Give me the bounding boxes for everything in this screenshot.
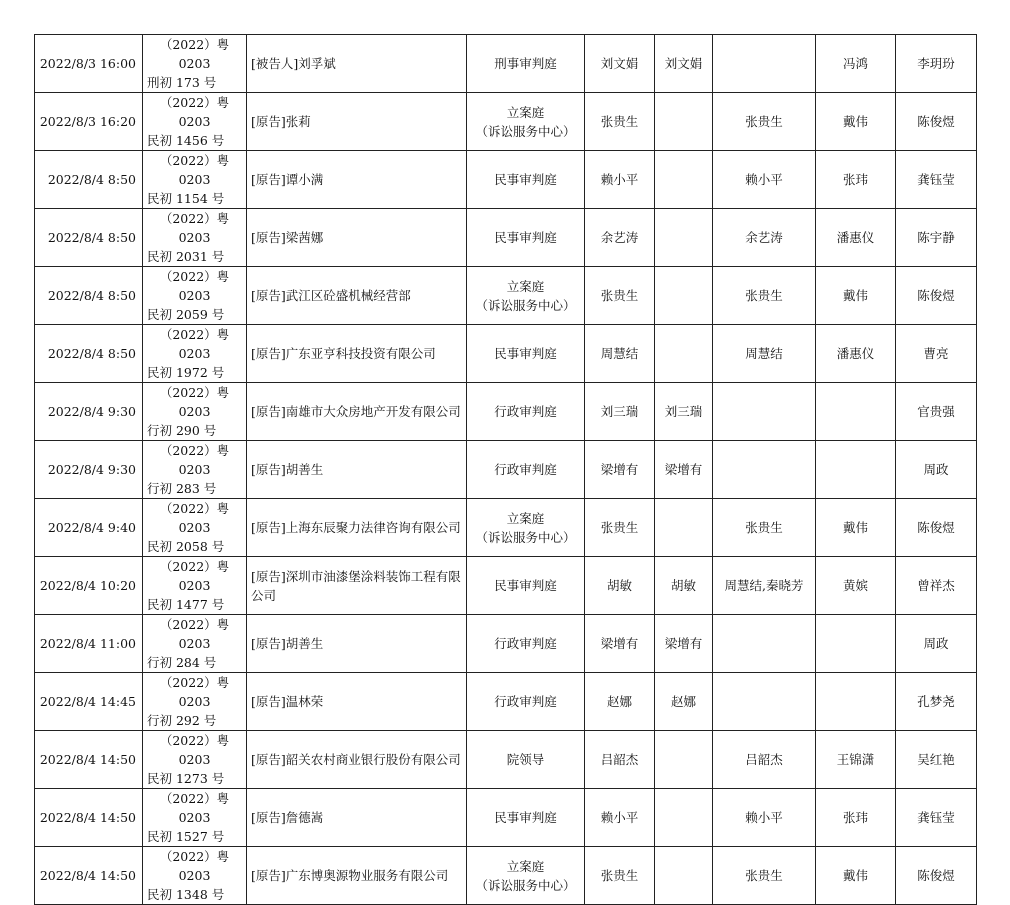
party-cell: [被告人]刘孚斌 (247, 35, 467, 93)
judge-cell: 刘文娟 (655, 35, 713, 93)
court-line: 院领导 (506, 752, 545, 767)
court-cell (467, 673, 585, 731)
party-cell: [原告]谭小满 (247, 151, 467, 209)
table-body (35, 35, 977, 905)
case-number-cell (143, 615, 247, 673)
court-line: （诉讼服务中心） (475, 297, 576, 313)
case-number-line-2: 行初 292 号 (147, 713, 217, 728)
table-row (35, 267, 977, 325)
party-cell: [原告]梁茜娜 (247, 209, 467, 267)
assistant-cell: 戴伟 (816, 499, 896, 557)
assistant-cell (816, 383, 896, 441)
hearing-time-cell: 2022/8/4 8:50 (35, 151, 143, 209)
party-cell: [原告]韶关农村商业银行股份有限公司 (247, 731, 467, 789)
judge-members-cell: 周慧结,秦晓芳 (713, 557, 816, 615)
case-number-line-1: （2022）粤 0203 (159, 849, 230, 883)
case-number-line-2: 民初 1154 号 (147, 191, 225, 206)
court-line: （诉讼服务中心） (475, 123, 576, 139)
assistant-cell: 戴伟 (816, 267, 896, 325)
court-line: （诉讼服务中心） (475, 877, 576, 893)
case-number-cell (143, 267, 247, 325)
case-number-line-1: （2022）粤 0203 (159, 443, 230, 477)
case-number-line-1: （2022）粤 0203 (159, 501, 230, 535)
case-number-line-1: （2022）粤 0203 (159, 327, 230, 361)
case-number-line-2: 民初 2031 号 (147, 249, 225, 264)
judge-cell (655, 731, 713, 789)
presiding-judge-cell: 赖小平 (585, 151, 655, 209)
assistant-cell (816, 615, 896, 673)
party-cell: [原告]武江区砼盛机械经营部 (247, 267, 467, 325)
case-number-cell (143, 499, 247, 557)
court-line: 立案庭 (506, 104, 545, 120)
hearing-time-cell: 2022/8/4 8:50 (35, 267, 143, 325)
court-cell (467, 731, 585, 789)
judge-members-cell (713, 383, 816, 441)
clerk-cell: 陈俊煜 (896, 267, 977, 325)
clerk-cell: 曾祥杰 (896, 557, 977, 615)
case-number-line-1: （2022）粤 0203 (159, 791, 230, 825)
court-cell (467, 209, 585, 267)
clerk-cell: 龚钰莹 (896, 789, 977, 847)
party-cell: [原告]上海东辰聚力法律咨询有限公司 (247, 499, 467, 557)
court-line: 立案庭 (506, 510, 545, 526)
court-line: 立案庭 (506, 278, 545, 294)
court-line: 行政审判庭 (494, 636, 557, 651)
table-row (35, 499, 977, 557)
court-cell (467, 93, 585, 151)
assistant-cell: 潘惠仪 (816, 325, 896, 383)
clerk-cell: 龚钰莹 (896, 151, 977, 209)
table-row (35, 93, 977, 151)
party-cell: [原告]深圳市油漆堡涂料装饰工程有限公司 (247, 557, 467, 615)
table-row (35, 789, 977, 847)
case-number-cell (143, 93, 247, 151)
court-line: 民事审判庭 (494, 230, 557, 245)
presiding-judge-cell: 余艺涛 (585, 209, 655, 267)
clerk-cell: 陈俊煜 (896, 499, 977, 557)
table-row (35, 325, 977, 383)
clerk-cell: 吴红艳 (896, 731, 977, 789)
case-number-line-1: （2022）粤 0203 (159, 385, 230, 419)
presiding-judge-cell: 梁增有 (585, 615, 655, 673)
presiding-judge-cell: 周慧结 (585, 325, 655, 383)
party-cell: [原告]胡善生 (247, 441, 467, 499)
table-row (35, 209, 977, 267)
assistant-cell: 张玮 (816, 151, 896, 209)
assistant-cell: 戴伟 (816, 847, 896, 905)
judge-cell (655, 325, 713, 383)
case-number-line-2: 刑初 173 号 (147, 75, 217, 90)
judge-members-cell (713, 35, 816, 93)
judge-members-cell: 周慧结 (713, 325, 816, 383)
court-cell (467, 35, 585, 93)
case-number-cell (143, 557, 247, 615)
judge-members-cell: 张贵生 (713, 267, 816, 325)
hearing-time-cell: 2022/8/4 14:45 (35, 673, 143, 731)
presiding-judge-cell: 张贵生 (585, 267, 655, 325)
party-cell: [原告]广东亚亨科技投资有限公司 (247, 325, 467, 383)
table-row (35, 383, 977, 441)
judge-members-cell: 赖小平 (713, 789, 816, 847)
presiding-judge-cell: 刘文娟 (585, 35, 655, 93)
assistant-cell (816, 673, 896, 731)
court-line: 民事审判庭 (494, 578, 557, 593)
table-row (35, 673, 977, 731)
hearing-time-cell: 2022/8/4 9:30 (35, 383, 143, 441)
clerk-cell: 周政 (896, 615, 977, 673)
court-line: 民事审判庭 (494, 346, 557, 361)
table-row (35, 35, 977, 93)
presiding-judge-cell: 赵娜 (585, 673, 655, 731)
case-number-line-2: 行初 290 号 (147, 423, 217, 438)
hearing-time-cell: 2022/8/3 16:00 (35, 35, 143, 93)
judge-cell (655, 789, 713, 847)
judge-members-cell (713, 441, 816, 499)
court-cell (467, 615, 585, 673)
judge-cell (655, 209, 713, 267)
court-line: 民事审判庭 (494, 172, 557, 187)
assistant-cell (816, 441, 896, 499)
clerk-cell: 孔梦尧 (896, 673, 977, 731)
clerk-cell: 曹亮 (896, 325, 977, 383)
hearing-time-cell: 2022/8/4 9:40 (35, 499, 143, 557)
judge-members-cell: 余艺涛 (713, 209, 816, 267)
assistant-cell: 张玮 (816, 789, 896, 847)
case-number-cell (143, 325, 247, 383)
case-number-cell (143, 673, 247, 731)
court-cell (467, 151, 585, 209)
case-number-line-2: 行初 284 号 (147, 655, 217, 670)
judge-members-cell: 张贵生 (713, 499, 816, 557)
hearing-schedule-table (34, 34, 977, 905)
court-cell (467, 557, 585, 615)
judge-cell (655, 847, 713, 905)
judge-cell: 胡敏 (655, 557, 713, 615)
court-line: 行政审判庭 (494, 404, 557, 419)
court-cell (467, 267, 585, 325)
judge-cell: 梁增有 (655, 615, 713, 673)
presiding-judge-cell: 胡敏 (585, 557, 655, 615)
case-number-line-1: （2022）粤 0203 (159, 617, 230, 651)
case-number-line-1: （2022）粤 0203 (159, 675, 230, 709)
court-line: 刑事审判庭 (494, 56, 557, 71)
hearing-time-cell: 2022/8/4 14:50 (35, 789, 143, 847)
clerk-cell: 李玥玢 (896, 35, 977, 93)
judge-members-cell: 张贵生 (713, 93, 816, 151)
case-number-cell (143, 209, 247, 267)
case-number-cell (143, 35, 247, 93)
judge-members-cell (713, 615, 816, 673)
judge-cell: 刘三瑞 (655, 383, 713, 441)
case-number-line-1: （2022）粤 0203 (159, 733, 230, 767)
hearing-time-cell: 2022/8/4 14:50 (35, 847, 143, 905)
presiding-judge-cell: 刘三瑞 (585, 383, 655, 441)
case-number-line-2: 民初 1273 号 (147, 771, 225, 786)
court-line: 行政审判庭 (494, 694, 557, 709)
presiding-judge-cell: 张贵生 (585, 847, 655, 905)
clerk-cell: 陈俊煜 (896, 847, 977, 905)
case-number-line-2: 民初 2058 号 (147, 539, 225, 554)
table-row (35, 615, 977, 673)
case-number-cell (143, 789, 247, 847)
case-number-line-1: （2022）粤 0203 (159, 95, 230, 129)
assistant-cell: 戴伟 (816, 93, 896, 151)
table-row (35, 847, 977, 905)
court-line: 行政审判庭 (494, 462, 557, 477)
party-cell: [原告]温林荣 (247, 673, 467, 731)
judge-members-cell: 吕韶杰 (713, 731, 816, 789)
case-number-line-1: （2022）粤 0203 (159, 269, 230, 303)
case-number-cell (143, 441, 247, 499)
judge-cell: 赵娜 (655, 673, 713, 731)
hearing-time-cell: 2022/8/4 11:00 (35, 615, 143, 673)
case-number-cell (143, 847, 247, 905)
case-number-line-2: 民初 2059 号 (147, 307, 225, 322)
case-number-cell (143, 383, 247, 441)
court-line: 立案庭 (506, 858, 545, 874)
hearing-time-cell: 2022/8/4 14:50 (35, 731, 143, 789)
court-cell (467, 789, 585, 847)
clerk-cell: 陈宇静 (896, 209, 977, 267)
table-row (35, 151, 977, 209)
presiding-judge-cell: 张贵生 (585, 93, 655, 151)
court-cell (467, 499, 585, 557)
table-row (35, 441, 977, 499)
clerk-cell: 周政 (896, 441, 977, 499)
assistant-cell: 王锦潇 (816, 731, 896, 789)
presiding-judge-cell: 梁增有 (585, 441, 655, 499)
table-row (35, 731, 977, 789)
case-number-line-2: 民初 1972 号 (147, 365, 225, 380)
party-cell: [原告]广东博奥源物业服务有限公司 (247, 847, 467, 905)
clerk-cell: 官贵强 (896, 383, 977, 441)
case-number-line-2: 民初 1456 号 (147, 133, 225, 148)
assistant-cell: 黄嫔 (816, 557, 896, 615)
judge-cell (655, 151, 713, 209)
hearing-time-cell: 2022/8/4 9:30 (35, 441, 143, 499)
court-line: 民事审判庭 (494, 810, 557, 825)
case-number-line-2: 民初 1477 号 (147, 597, 225, 612)
case-number-cell (143, 731, 247, 789)
judge-cell (655, 93, 713, 151)
court-line: （诉讼服务中心） (475, 529, 576, 545)
table-row (35, 557, 977, 615)
case-number-line-1: （2022）粤 0203 (159, 37, 230, 71)
case-number-line-2: 行初 283 号 (147, 481, 217, 496)
judge-cell (655, 499, 713, 557)
presiding-judge-cell: 张贵生 (585, 499, 655, 557)
presiding-judge-cell: 吕韶杰 (585, 731, 655, 789)
case-number-cell (143, 151, 247, 209)
hearing-time-cell: 2022/8/4 10:20 (35, 557, 143, 615)
case-number-line-2: 民初 1348 号 (147, 887, 225, 902)
judge-cell: 梁增有 (655, 441, 713, 499)
judge-members-cell (713, 673, 816, 731)
case-number-line-1: （2022）粤 0203 (159, 211, 230, 245)
court-cell (467, 383, 585, 441)
hearing-time-cell: 2022/8/4 8:50 (35, 209, 143, 267)
hearing-time-cell: 2022/8/3 16:20 (35, 93, 143, 151)
hearing-time-cell: 2022/8/4 8:50 (35, 325, 143, 383)
judge-members-cell: 张贵生 (713, 847, 816, 905)
judge-members-cell: 赖小平 (713, 151, 816, 209)
judge-cell (655, 267, 713, 325)
case-number-line-1: （2022）粤 0203 (159, 559, 230, 593)
court-cell (467, 847, 585, 905)
case-number-line-2: 民初 1527 号 (147, 829, 225, 844)
party-cell: [原告]胡善生 (247, 615, 467, 673)
party-cell: [原告]张莉 (247, 93, 467, 151)
case-number-line-1: （2022）粤 0203 (159, 153, 230, 187)
assistant-cell: 冯鸿 (816, 35, 896, 93)
court-cell (467, 441, 585, 499)
party-cell: [原告]詹德嵩 (247, 789, 467, 847)
presiding-judge-cell: 赖小平 (585, 789, 655, 847)
assistant-cell: 潘惠仪 (816, 209, 896, 267)
court-cell (467, 325, 585, 383)
party-cell: [原告]南雄市大众房地产开发有限公司 (247, 383, 467, 441)
clerk-cell: 陈俊煜 (896, 93, 977, 151)
